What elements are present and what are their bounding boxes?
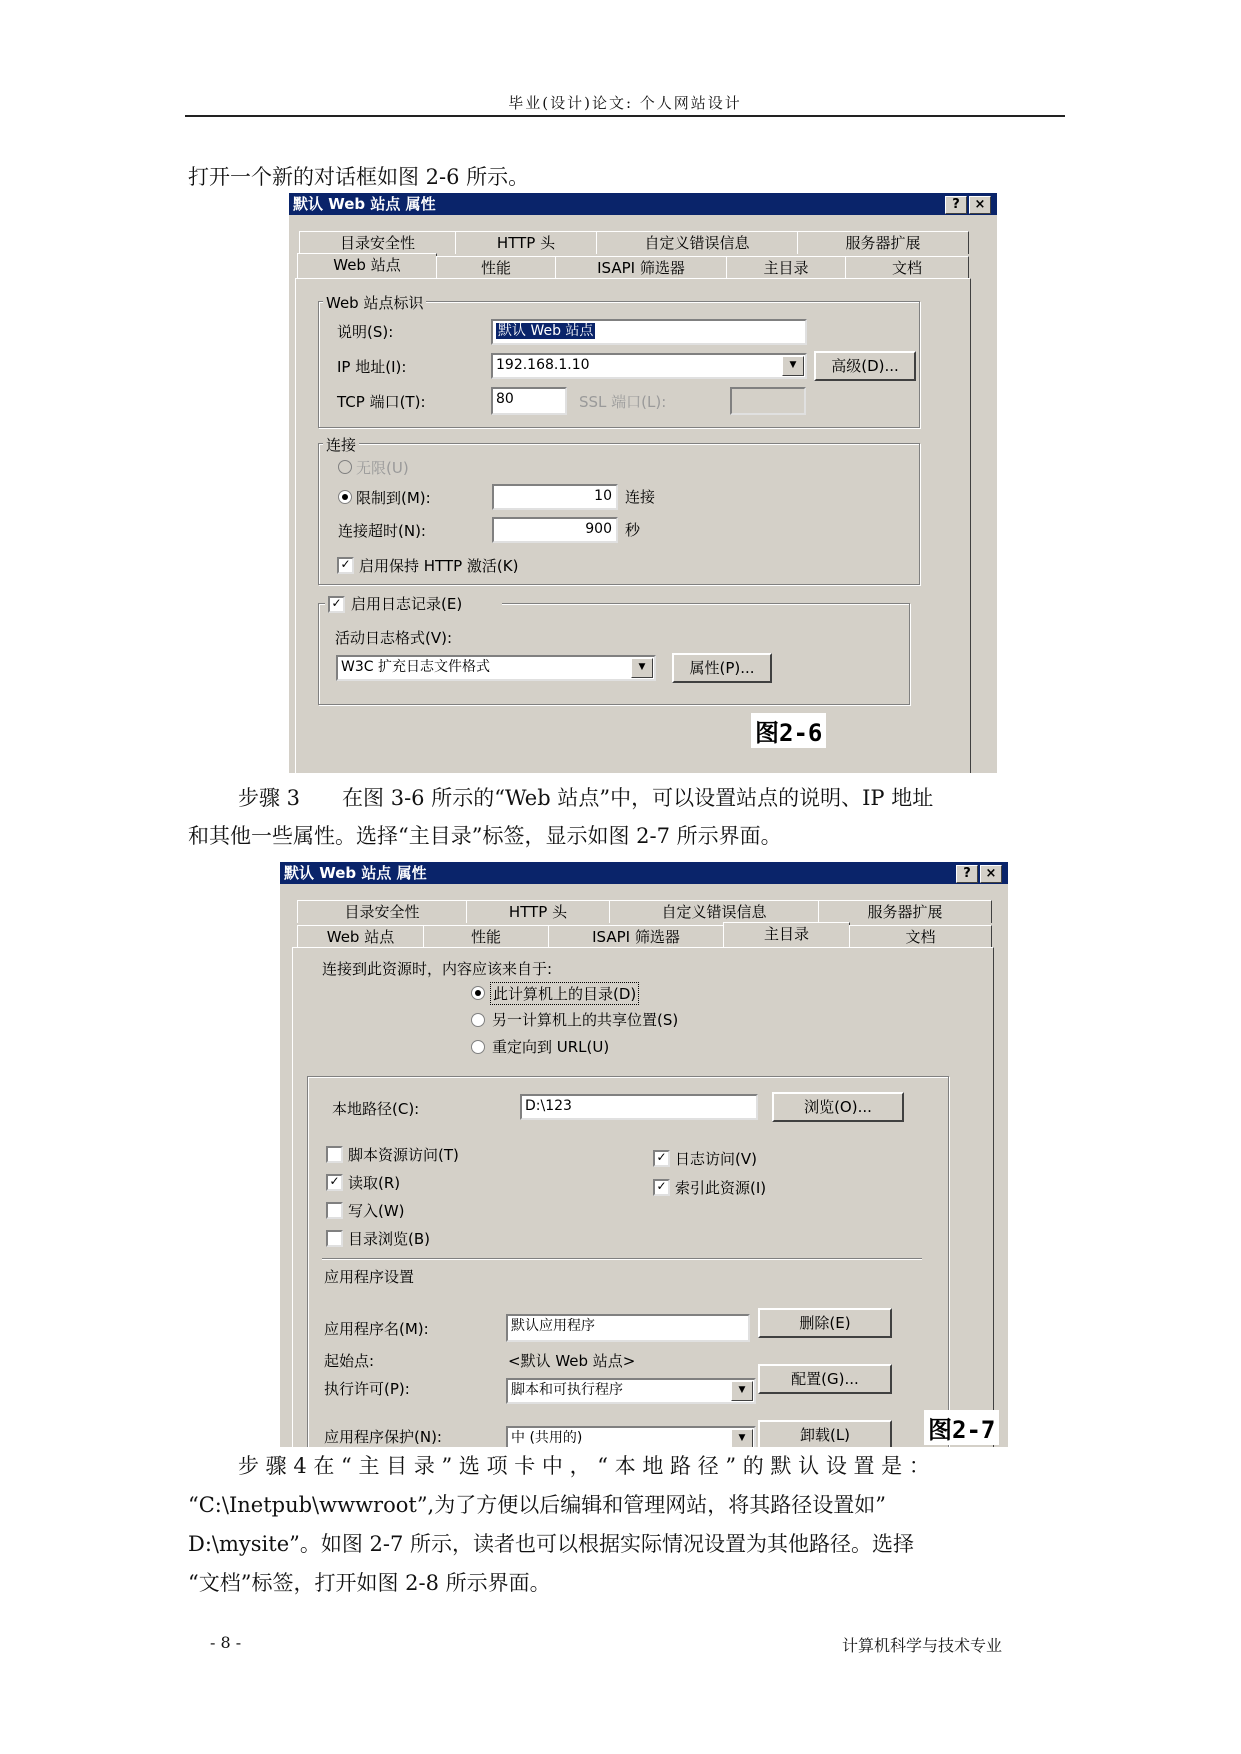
app-protection-value: 中 (共用的) [511, 1430, 583, 1446]
remove-button[interactable]: 删除(E) [758, 1308, 892, 1338]
tab-custom-errors[interactable]: 自定义错误信息 [596, 231, 798, 254]
page-header: 毕业(设计)论文: 个人网站设计 [508, 94, 742, 112]
radio-limited[interactable] [338, 490, 352, 504]
tab-performance[interactable]: 性能 [436, 256, 556, 279]
radio-redirect-url[interactable] [471, 1040, 485, 1054]
log-properties-button[interactable]: 属性(P)... [672, 653, 772, 683]
chevron-down-icon[interactable]: ▼ [631, 658, 653, 678]
close-button[interactable]: × [969, 196, 991, 214]
tab-home-directory[interactable]: 主目录 [726, 256, 846, 279]
chevron-down-icon[interactable]: ▼ [731, 1381, 753, 1401]
keepalive-checkbox[interactable]: ✓ [337, 557, 354, 574]
checkbox-read[interactable]: ✓ [326, 1174, 343, 1191]
app-settings-label: 应用程序设置 [324, 1268, 415, 1286]
advanced-button[interactable]: 高级(D)... [814, 351, 916, 381]
local-path-input[interactable]: D:\123 [520, 1094, 758, 1120]
limited-label: 限制到(M): [356, 489, 431, 507]
figure-label-2-6: 图2-6 [751, 713, 826, 748]
radio-network-share[interactable] [471, 1013, 485, 1027]
description-label: 说明(S): [337, 323, 394, 341]
description-input[interactable] [491, 319, 807, 345]
ssl-port-input[interactable] [730, 387, 806, 415]
group-logging [318, 603, 910, 705]
logging-checkbox[interactable]: ✓ [328, 596, 345, 613]
radio-unlimited[interactable] [338, 460, 352, 474]
read-label: 读取(R) [348, 1174, 401, 1192]
keepalive-label: 启用保持 HTTP 激活(K) [359, 557, 519, 575]
group-connection-title: 连接 [323, 434, 359, 455]
step3-line2: 和其他一些属性。选择“主目录”标签，显示如图 2-7 所示界面。 [188, 824, 782, 848]
tab-custom-errors[interactable]: 自定义错误信息 [609, 900, 819, 923]
divider [322, 1258, 922, 1260]
checkbox-index-resource[interactable]: ✓ [653, 1179, 670, 1196]
logging-label: 启用日志记录(E) [351, 595, 463, 613]
index-resource-label: 索引此资源(I) [675, 1179, 767, 1197]
ip-address-select[interactable] [491, 353, 807, 379]
tab-server-extensions[interactable]: 服务器扩展 [797, 231, 969, 254]
exec-permission-label: 执行许可(P): [324, 1380, 410, 1398]
timeout-unit: 秒 [625, 521, 641, 539]
tab-documents[interactable]: 文档 [845, 256, 969, 279]
exec-permission-select[interactable] [506, 1378, 756, 1404]
page-number: - 8 - [210, 1633, 242, 1652]
chevron-down-icon[interactable]: ▼ [731, 1429, 753, 1447]
dialog-title: 默认 Web 站点 属性 [284, 864, 427, 882]
ip-address-label: IP 地址(I): [337, 358, 407, 376]
ssl-port-label: SSL 端口(L): [579, 393, 667, 411]
header-rule [185, 115, 1065, 117]
figure-label-2-7: 图2-7 [924, 1410, 999, 1445]
app-name-input[interactable]: 默认应用程序 [506, 1314, 750, 1342]
log-format-select[interactable] [336, 655, 656, 681]
checkbox-write[interactable] [326, 1202, 343, 1219]
log-format-value: W3C 扩充日志文件格式 [341, 659, 490, 675]
checkbox-script-source-access[interactable] [326, 1146, 343, 1163]
start-point-label: 起始点: [324, 1352, 375, 1370]
local-path-label: 本地路径(C): [332, 1100, 420, 1118]
browse-button[interactable]: 浏览(O)... [772, 1092, 904, 1122]
step4-line2: “C:\Inetpub\wwwroot”,为了方便以后编辑和管理网站，将其路径设置如” [188, 1493, 886, 1517]
tab-web-site[interactable]: Web 站点 [297, 925, 424, 948]
app-protection-select[interactable] [506, 1426, 756, 1447]
connections-unit: 连接 [625, 488, 656, 506]
configure-button[interactable]: 配置(G)... [758, 1364, 892, 1394]
unload-button[interactable]: 卸载(L) [758, 1420, 892, 1447]
tab-performance[interactable]: 性能 [423, 925, 549, 948]
footer-major: 计算机科学与技术专业 [842, 1636, 1003, 1655]
checkbox-directory-browsing[interactable] [326, 1230, 343, 1247]
script-source-access-label: 脚本资源访问(T) [348, 1146, 459, 1164]
dialog-titlebar [289, 193, 997, 215]
help-button[interactable]: ? [956, 865, 978, 883]
close-button[interactable]: × [980, 865, 1002, 883]
step3-line1: 步骤 3 在图 3-6 所示的“Web 站点”中，可以设置站点的说明、IP 地址 [238, 786, 934, 810]
timeout-label: 连接超时(N): [338, 522, 426, 540]
dialog-web-site-properties-2 [280, 862, 1008, 1447]
tab-directory-security[interactable]: 目录安全性 [297, 900, 467, 923]
start-point-value: <默认 Web 站点> [508, 1352, 636, 1370]
app-name-label: 应用程序名(M): [324, 1320, 429, 1338]
tab-home-directory[interactable]: 主目录 [723, 922, 850, 948]
radio-local-directory[interactable] [471, 986, 485, 1000]
log-format-label: 活动日志格式(V): [335, 629, 453, 647]
tab-http-headers[interactable]: HTTP 头 [455, 231, 597, 254]
option-network-share: 另一计算机上的共享位置(S) [492, 1011, 679, 1029]
chevron-down-icon[interactable]: ▼ [782, 356, 804, 376]
description-value: 默认 Web 站点 [498, 323, 594, 339]
tab-web-site[interactable]: Web 站点 [297, 253, 437, 279]
limited-connections-input[interactable]: 10 [492, 484, 618, 510]
tab-isapi-filters[interactable]: ISAPI 筛选器 [548, 925, 724, 948]
step4-line1: 步 骤 4 在 “ 主 目 录 ” 选 项 卡 中 ， “ 本 地 路 径 ” 的 默 认 设 置 是 ： [238, 1454, 930, 1478]
intro-paragraph: 打开一个新的对话框如图 2-6 所示。 [188, 165, 530, 189]
group-site-identity-title: Web 站点标识 [323, 292, 426, 313]
write-label: 写入(W) [348, 1202, 405, 1220]
tab-isapi-filters[interactable]: ISAPI 筛选器 [555, 256, 727, 279]
option-redirect-url: 重定向到 URL(U) [492, 1038, 610, 1056]
tab-directory-security[interactable]: 目录安全性 [299, 231, 456, 254]
ip-address-value: 192.168.1.10 [496, 357, 590, 373]
help-button[interactable]: ? [945, 196, 967, 214]
dialog-titlebar [280, 862, 1008, 884]
directory-browsing-label: 目录浏览(B) [348, 1230, 430, 1248]
app-protection-label: 应用程序保护(N): [324, 1428, 442, 1446]
content-source-label: 连接到此资源时，内容应该来自于: [322, 960, 553, 978]
exec-permission-value: 脚本和可执行程序 [511, 1382, 623, 1398]
tab-documents[interactable]: 文档 [849, 925, 992, 948]
unlimited-label: 无限(U) [356, 459, 409, 477]
tab-http-headers[interactable]: HTTP 头 [466, 900, 610, 923]
tcp-port-label: TCP 端口(T): [337, 393, 426, 411]
group-logging-title [325, 593, 502, 614]
tab-server-extensions[interactable]: 服务器扩展 [818, 900, 992, 923]
checkbox-log-visits[interactable]: ✓ [653, 1150, 670, 1167]
timeout-input[interactable]: 900 [492, 517, 618, 543]
log-visits-label: 日志访问(V) [675, 1150, 757, 1168]
step4-line3: D:\mysite”。如图 2-7 所示，读者也可以根据实际情况设置为其他路径。选择 [188, 1532, 915, 1556]
option-local-directory: 此计算机上的目录(D) [490, 982, 639, 1005]
dialog-title: 默认 Web 站点 属性 [293, 195, 436, 213]
tcp-port-input[interactable]: 80 [491, 387, 567, 415]
step4-line4: “文档”标签，打开如图 2-8 所示界面。 [188, 1571, 551, 1595]
dialog-web-site-properties-1 [289, 193, 997, 773]
